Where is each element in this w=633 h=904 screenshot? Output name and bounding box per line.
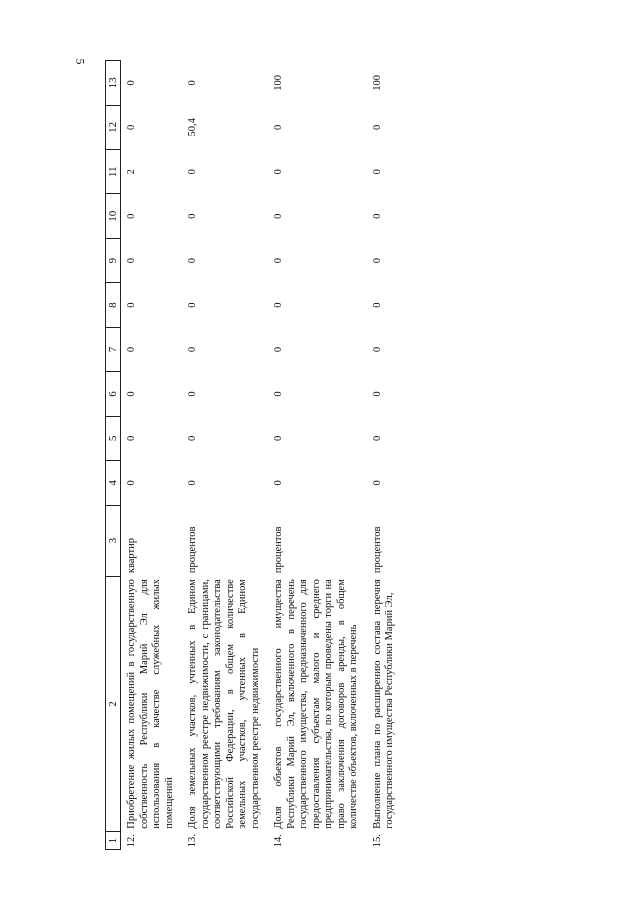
value-cell: 0	[187, 346, 198, 353]
value-cell: 0	[187, 80, 198, 86]
value-cell: 100	[273, 74, 284, 91]
value-cell: 0	[273, 346, 284, 353]
table-row	[269, 61, 368, 850]
table-row	[183, 61, 269, 850]
value-cell: 0	[273, 302, 284, 308]
column-header: 5	[106, 416, 121, 460]
value-cell: 0	[273, 258, 284, 264]
value-cell: 0	[126, 346, 137, 353]
unit-cell: квартир	[126, 538, 137, 574]
value-cell: 50,4	[187, 118, 198, 137]
value-cell: 0	[187, 258, 198, 264]
indicators-table	[105, 60, 404, 850]
value-cell: 0	[126, 302, 137, 308]
value-cell: 0	[126, 213, 137, 219]
unit-cell: процентов	[187, 526, 198, 574]
value-cell: 0	[273, 435, 284, 442]
row-number-cell: 13.	[187, 834, 198, 848]
value-cell: 0	[371, 258, 383, 264]
value-cell: 0	[371, 435, 383, 442]
value-cell: 0	[126, 124, 137, 130]
column-header: 10	[106, 194, 121, 238]
value-cell: 0	[126, 80, 137, 86]
row-number-cell: 12.	[126, 834, 137, 848]
value-cell: 0	[273, 213, 284, 219]
value-cell: 0	[187, 391, 198, 397]
row-number-cell: 15.	[371, 834, 383, 848]
unit-cell: процентов	[273, 526, 284, 574]
table-body	[121, 61, 404, 850]
row-number-cell: 14.	[273, 834, 284, 848]
value-cell: 0	[371, 480, 383, 486]
value-cell: 0	[371, 169, 383, 175]
column-header: 1	[106, 832, 121, 850]
value-cell: 0	[273, 124, 284, 130]
indicator-name-cell: Приобретение жилых помещений в государственную собственность Республики Марий Эл для использования в качестве служебных жилых помещений	[126, 579, 175, 829]
value-cell: 0	[371, 213, 383, 219]
column-header: 11	[106, 150, 121, 194]
value-cell: 0	[187, 480, 198, 486]
value-cell: 0	[126, 258, 137, 264]
column-header: 7	[106, 327, 121, 371]
table-header-row	[106, 61, 121, 850]
value-cell: 2	[126, 169, 137, 175]
value-cell: 0	[273, 169, 284, 175]
value-cell: 0	[371, 346, 383, 353]
value-cell: 0	[126, 391, 137, 397]
column-header: 8	[106, 283, 121, 327]
indicator-name-cell: Доля объектов государственного имущества Республики Марий Эл, включенного в перечень государственного имущества, предназначенного для предоставления субъектам малого и среднего предпринимательства, по которым проведены торги на право заключения договоров аренды, в общем количестве объектов, включенных в перечень	[273, 579, 359, 829]
value-cell: 0	[187, 169, 198, 175]
column-header: 3	[106, 505, 121, 576]
value-cell: 0	[126, 435, 137, 442]
table-row	[121, 61, 184, 850]
indicator-name-cell: Доля земельных участков, учтенных в Едином государственном реестре недвижимости, с границами, соответствующими требованиям законодательства Российской Федерации, в общем количестве земельных участков, учтенных в Едином государственном реестре недвижимости	[187, 579, 261, 829]
column-header: 4	[106, 461, 121, 505]
value-cell: 0	[126, 480, 137, 486]
table-row	[368, 61, 404, 850]
unit-cell: процентов	[371, 526, 383, 574]
value-cell: 0	[187, 213, 198, 219]
column-header: 9	[106, 238, 121, 282]
value-cell: 0	[371, 302, 383, 308]
column-header: 13	[106, 61, 121, 106]
rotated-table-container	[105, 60, 625, 850]
column-header: 2	[106, 576, 121, 832]
indicator-name-cell: Выполнение плана по расширению состава перечня государственного имущества Республики Марий Эл,	[371, 579, 395, 829]
value-cell: 0	[187, 435, 198, 442]
value-cell: 0	[273, 391, 284, 397]
value-cell: 100	[371, 74, 383, 91]
column-header: 12	[106, 105, 121, 149]
page-number: 5	[73, 58, 88, 65]
value-cell: 0	[371, 391, 383, 397]
column-header: 6	[106, 372, 121, 416]
value-cell: 0	[187, 302, 198, 308]
value-cell: 0	[273, 480, 284, 486]
value-cell: 0	[371, 124, 383, 130]
